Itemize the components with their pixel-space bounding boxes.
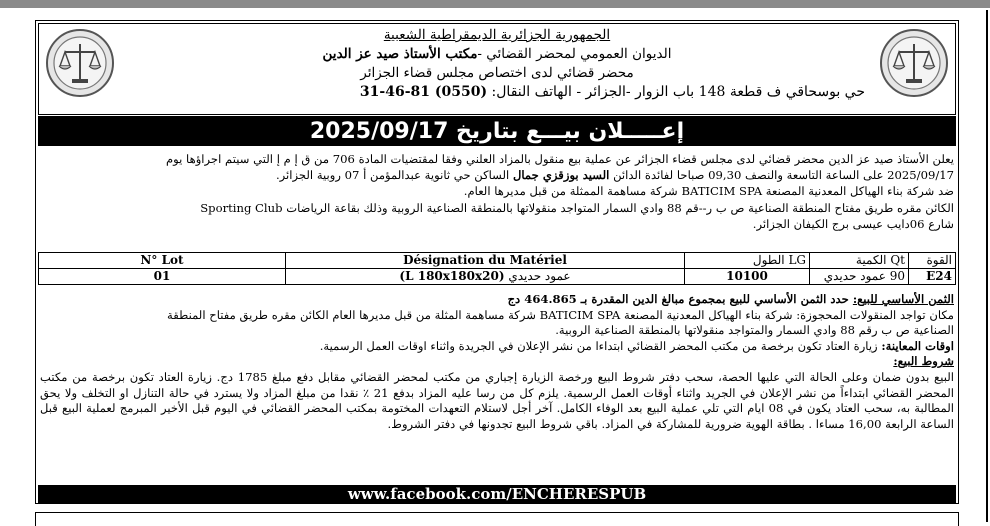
intro-line-3: ضد شركة بناء الهياكل المعدنية المصنعة BATICIM SPA شركة مساهمة الممثلة من قبل مديرها العام. — [463, 184, 954, 199]
col-qty: Qt الكمية — [810, 253, 909, 269]
scales-of-justice-seal-icon — [45, 28, 115, 98]
court-line: محضر قضائي لدى اختصاص مجلس قضاء الجزائر — [360, 65, 634, 81]
table-header-row — [39, 253, 956, 269]
footer-link[interactable]: www.facebook.com/ENCHERESPUB — [38, 485, 956, 503]
creditor-name: السيد بوزقزي جمال — [512, 168, 610, 183]
conditions-title: شروط البيع: — [893, 354, 954, 369]
table-row — [39, 269, 956, 285]
header-text — [129, 26, 865, 102]
next-notice-frame — [35, 512, 959, 526]
location-line-2: الصناعية ص ب رقم 88 وادي السمار والمتواجد منقولاتها بالمنطقة الصناعية الروبية. — [555, 323, 954, 338]
auction-notice — [35, 20, 959, 504]
republic-title: الجمهورية الجزائرية الديمقراطية الشعبية — [383, 27, 611, 43]
intro-line-1: يعلن الأستاذ صيد عز الدين محضر قضائي لدى مجلس قضاء الجزائر عن عملية بيع منقول بالمزاد العلني وفقا لمقتضيات المادة 706 من ق إ م إ التي سيتم اجراؤها يوم — [165, 152, 954, 166]
page-right-border — [986, 10, 988, 522]
office-name: مكتب الأستاذ صيد عز الدين — [322, 46, 478, 62]
col-length: LG الطول — [685, 253, 810, 269]
intro-line-4: الكائن مقره طريق مفتاح المنطقة الصناعية ص ب ر--قم 88 وادي السمار المتواجد منقولاتها بالمنطقة الصناعية الروبية وذلك بقاعة الرياضات Sporting Club — [200, 200, 954, 215]
sale-announcement-title: إعـــــلان بيـــع بتاريخ 2025/09/17 — [38, 116, 956, 146]
intro-line-2: 2025/09/17 على الساعة التاسعة والنصف 09,30 صباحا لفائدة الدائن السيد بوزقزي جمال الساكن حي ثانوية عبدالمؤمن أ 07 روبية الجزائر. — [275, 168, 954, 183]
lots-table — [38, 252, 956, 285]
top-gray-bar — [0, 0, 990, 8]
base-price: الثمن الأساسي للبيع: حدد الثمن الأساسي للبيع بمجموع مبالغ الدين المقدرة بـ 464.865 دج — [507, 292, 954, 306]
intro-line-5: شارع 06دايب عيسى برج الكيفان الجزائر. — [752, 216, 954, 231]
conditions-text: البيع بدون ضمان وعلى الحالة التي عليها الحصة، سحب دفتر شروط البيع ورخصة الزيارة إجباري من مكتب لمحضر القضائي مقابل دفع مبلغ 1785 دج. زيارة العتاد تكون برخصة من مكتب المحضر القضائي ابتداءاً من نشر الإعلان في الجريد واثناء أوقات العمل الرسمية. يلزم كل من رسا عليه المزاد بدفع 21 ٪ نقدا من مبلغ المزاد ولا يسترد في حالة التنازل او التخلف ولا يحق المطالبة به، سحب العتاد يكون في 08 ايام التي تلي عملية البيع بعد الوفاء الكامل. آخر أجل لاستلام التعهدات المختومة بمكتب المحضر القضائي في اليوم قبل الأخير المبرمج لعملية البيع قبل الساعة الرابعة 16,00 مساءا . بطاقة الهوية ضرورية للمشاركة في المزاد. باقي شروط البيع تجدونها في دفتر الشروط. — [40, 369, 954, 431]
sale-details — [40, 292, 954, 432]
notice-header — [38, 23, 956, 115]
col-power: القوة — [909, 253, 956, 269]
cell-length: 10100 — [685, 269, 810, 285]
col-designation: Désignation du Matériel — [286, 253, 685, 269]
phone-number: (0550) 31-46-81 — [359, 84, 488, 100]
address: حي بوسحاقي ف قطعة 148 باب الزوار -الجزائر - الهاتف النقال: — [491, 84, 865, 100]
viewing-times: اوقات المعاينة: زيارة العتاد تكون برخصة من مكتب المحضر القضائي ابتداءا من نشر الإعلان في الجريدة واثناء اوقات العمل الرسمية. — [319, 338, 954, 353]
cell-power: E24 — [909, 269, 956, 285]
location-line-1: مكان تواجد المنقولات المحجوزة: شركة بناء الهياكل المعدنية المصنعة BATICIM SPA شركة مساهمة المثلة من قبل مديرها العام الكائن مقره طريق مفتاح المنطقة — [167, 307, 954, 322]
cell-designation: عمود حديدي (L 180x180x20) — [286, 269, 685, 285]
cell-lot: 01 — [39, 269, 286, 285]
scales-of-justice-seal-icon — [879, 28, 949, 98]
cell-qty: 90 عمود حديدي — [810, 269, 909, 285]
address-line — [129, 83, 865, 102]
office-line — [129, 45, 865, 64]
col-lot: N° Lot — [39, 253, 286, 269]
office-prefix: الديوان العمومي لمحضر القضائي - — [477, 46, 672, 62]
intro-text — [40, 151, 954, 232]
